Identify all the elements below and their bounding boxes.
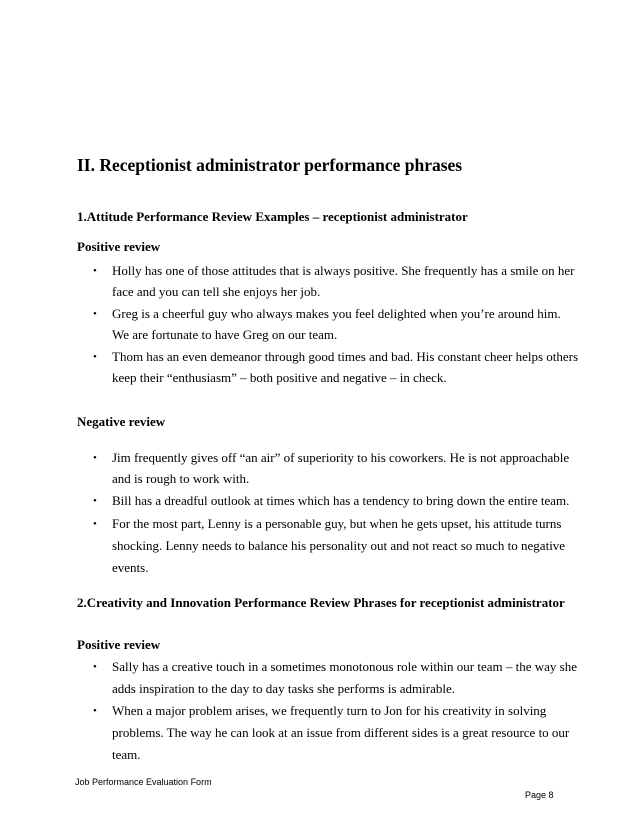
section-1-negative-label: Negative review — [77, 414, 166, 429]
list-item-line: Sally has a creative touch in a sometimes monotonous role within our team – the way she — [112, 659, 578, 674]
section-2-heading: 2.Creativity and Innovation Performance Review Phrases for receptionist administrator — [77, 595, 565, 610]
page-title: II. Receptionist administrator performance phrases — [77, 155, 463, 175]
list-item-line: face and you can tell she enjoys her job. — [112, 284, 321, 299]
bullet-icon: • — [93, 308, 97, 320]
list-item-line: We are fortunate to have Greg on our team. — [112, 327, 338, 342]
list-item-line: When a major problem arises, we frequently turn to Jon for his creativity in solving — [112, 703, 547, 718]
footer-document-title: Job Performance Evaluation Form — [75, 777, 212, 787]
bullet-icon: • — [93, 265, 97, 277]
list-item-line: Bill has a dreadful outlook at times which has a tendency to bring down the entire team. — [112, 493, 570, 508]
list-item-line: team. — [112, 747, 141, 762]
bullet-icon: • — [93, 495, 97, 507]
bullet-icon: • — [93, 661, 97, 673]
list-item-line: events. — [112, 560, 149, 575]
bullet-icon: • — [93, 705, 97, 717]
list-item-line: shocking. Lenny needs to balance his personality out and not react so much to negative — [112, 538, 566, 553]
list-item-line: Jim frequently gives off “an air” of superiority to his coworkers. He is not approachable — [112, 450, 570, 465]
bullet-icon: • — [93, 452, 97, 464]
list-item-line: For the most part, Lenny is a personable guy, but when he gets upset, his attitude turns — [112, 516, 562, 531]
footer-page-number: Page 8 — [525, 790, 554, 800]
bullet-icon: • — [93, 518, 97, 530]
list-item-line: Thom has an even demeanor through good times and bad. His constant cheer helps others — [112, 349, 579, 364]
list-item-line: and is rough to work with. — [112, 471, 250, 486]
list-item-line: Greg is a cheerful guy who always makes you feel delighted when you’re around him. — [112, 306, 561, 321]
list-item-line: problems. The way he can look at an issue from different sides is a great resource to our — [112, 725, 570, 740]
list-item-line: Holly has one of those attitudes that is always positive. She frequently has a smile on her — [112, 263, 575, 278]
list-item-line: keep their “enthusiasm” – both positive and negative – in check. — [112, 370, 447, 385]
section-1-positive-label: Positive review — [77, 239, 161, 254]
bullet-icon: • — [93, 351, 97, 363]
list-item-line: adds inspiration to the day to day tasks she performs is admirable. — [112, 681, 455, 696]
section-1-heading: 1.Attitude Performance Review Examples – receptionist administrator — [77, 209, 468, 224]
section-2-positive-label: Positive review — [77, 637, 161, 652]
